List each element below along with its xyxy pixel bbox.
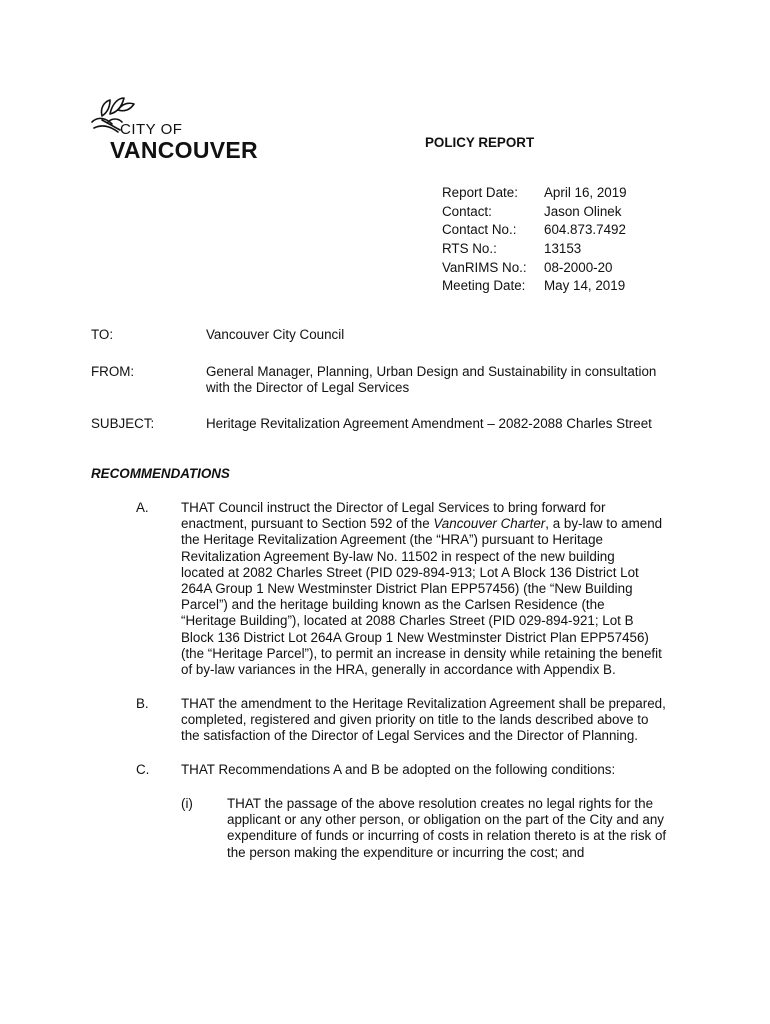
text-line: Revitalization Agreement By-law No. 11502 in respect of the new building	[181, 548, 615, 564]
to-value: Vancouver City Council	[206, 327, 345, 342]
meta-value: 13153	[544, 241, 582, 257]
text-line: Parcel”) and the heritage building known as the Carlsen Residence (the	[181, 597, 605, 613]
text-line: of by-law variances in the HRA, generally in accordance with Appendix B.	[181, 662, 616, 678]
text-line: “Heritage Building”), located at 2088 Charles Street (PID 029-894-921; Lot B	[181, 613, 634, 629]
from-value	[206, 364, 686, 396]
item-letter-b: B.	[136, 696, 149, 711]
item-letter-a: A.	[136, 500, 149, 515]
meta-row-rts-no	[442, 240, 627, 259]
text-line: the satisfaction of the Director of Legal Services and the Director of Planning.	[181, 728, 639, 744]
meta-label: VanRIMS No.:	[442, 259, 527, 275]
meta-label: Contact:	[442, 203, 492, 219]
logo-vancouver: VANCOUVER	[110, 137, 258, 163]
text-line: the Heritage Revitalization Agreement (the “HRA”) pursuant to Heritage	[181, 532, 604, 548]
text-line: completed, registered and given priority on title to the lands described above to	[181, 712, 649, 728]
recommendation-c	[181, 762, 686, 778]
text-line: (the “Heritage Parcel”), to permit an increase in density while retaining the benefit	[181, 645, 662, 661]
from-line: General Manager, Planning, Urban Design and Sustainability in consultation	[206, 364, 657, 379]
meta-row-contact-no	[442, 221, 627, 240]
text-line: applicant or any other person, or obligation on the part of the City and any	[227, 812, 664, 828]
text-line: Block 136 District Lot 264A Group 1 New Westminster District Plan EPP57456)	[181, 629, 649, 645]
meta-label: RTS No.:	[442, 241, 497, 257]
recommendation-a	[181, 500, 686, 678]
from-line: with the Director of Legal Services	[206, 380, 410, 396]
meta-label: Contact No.:	[442, 222, 517, 238]
meta-label: Meeting Date:	[442, 278, 526, 294]
meta-row-vanrims-no	[442, 259, 627, 278]
sub-item-number: (i)	[181, 796, 193, 811]
subject-label: SUBJECT:	[91, 416, 155, 431]
meta-row-contact	[442, 203, 627, 222]
meta-value: 08-2000-20	[544, 259, 613, 275]
from-label: FROM:	[91, 364, 135, 379]
text-line: THAT the passage of the above resolution creates no legal rights for the	[227, 796, 654, 811]
item-letter-c: C.	[136, 762, 150, 777]
to-label: TO:	[91, 327, 114, 342]
recommendation-b	[181, 696, 686, 745]
meta-value: May 14, 2019	[544, 278, 626, 294]
meta-value: 604.873.7492	[544, 222, 626, 238]
text-line: THAT the amendment to the Heritage Revitalization Agreement shall be prepared,	[181, 696, 666, 711]
text-line: 264A Group 1 New Westminster District Plan EPP57456) (the “New Building	[181, 581, 633, 597]
text-line: expenditure of funds or incurring of costs in relation thereto is at the risk of	[227, 828, 667, 844]
text-line: located at 2082 Charles Street (PID 029-894-913; Lot A Block 136 District Lot	[181, 564, 639, 580]
text-line: THAT Council instruct the Director of Legal Services to bring forward for	[181, 500, 606, 515]
text-segment: enactment, pursuant to Section 592 of the	[181, 516, 434, 532]
meta-value: April 16, 2019	[544, 185, 627, 200]
meta-row-report-date	[442, 184, 627, 203]
text-segment: , a by-law to amend	[545, 516, 663, 532]
recommendations-heading: RECOMMENDATIONS	[91, 466, 230, 481]
vancouver-charter-emphasis: Vancouver Charter	[433, 516, 546, 532]
report-title: POLICY REPORT	[425, 135, 535, 150]
meta-value: Jason Olinek	[544, 203, 622, 219]
meta-row-meeting-date	[442, 277, 627, 296]
text-line	[181, 516, 686, 532]
meta-label: Report Date:	[442, 185, 518, 200]
subject-value: Heritage Revitalization Agreement Amendment – 2082-2088 Charles Street	[206, 416, 652, 431]
city-logo	[88, 92, 268, 164]
logo-city-of: CITY OF	[120, 121, 183, 138]
text-line: THAT Recommendations A and B be adopted on the following conditions:	[181, 762, 616, 777]
report-meta	[442, 184, 627, 296]
sub-item-i	[227, 796, 687, 861]
text-line: the person making the expenditure or incurring the cost; and	[227, 844, 585, 860]
